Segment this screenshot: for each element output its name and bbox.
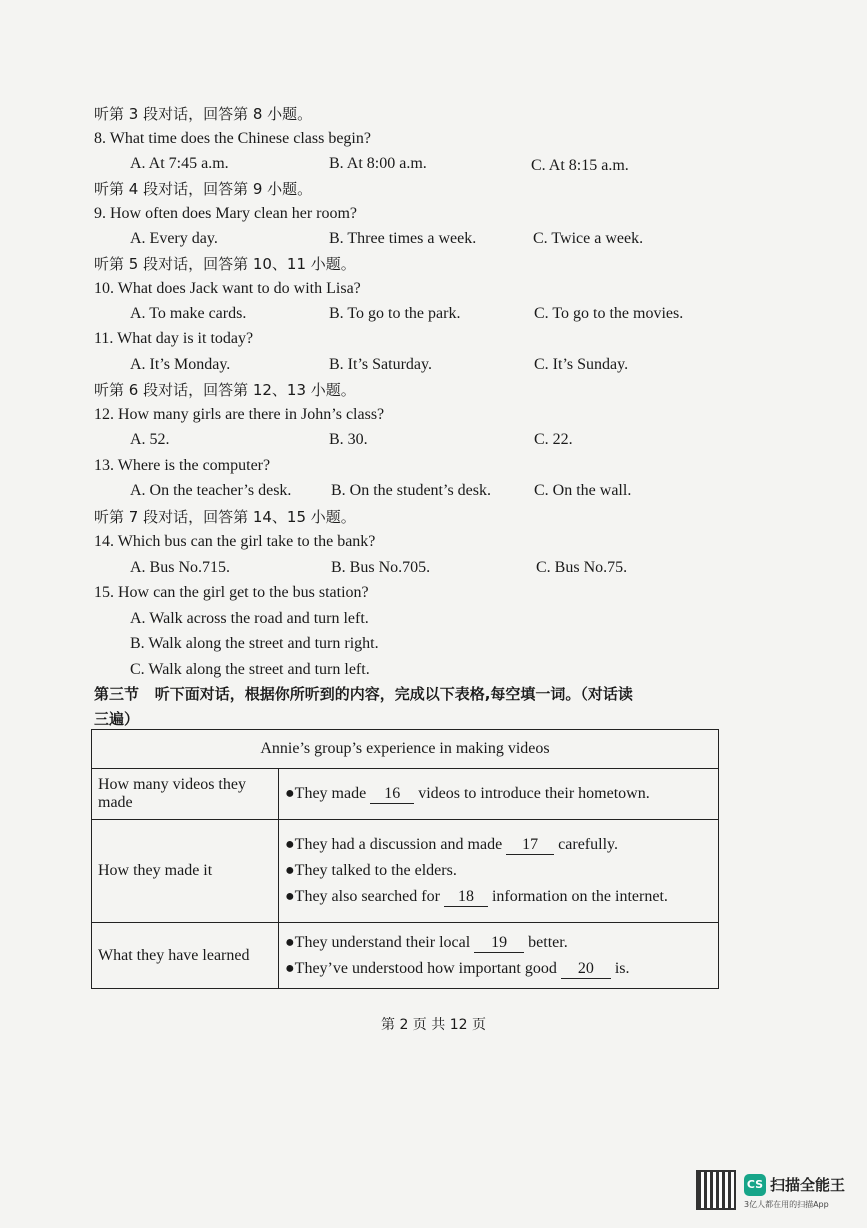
option-15a: A. Walk across the road and turn left. (130, 610, 369, 627)
option-11a: A. It’s Monday. (130, 356, 231, 373)
option-11b: B. It’s Saturday. (329, 356, 432, 373)
part3-instruction: 听下面对话，根据你所听到的内容，完成以下表格,每空填一词。（对话读 (154, 685, 633, 703)
option-9c: C. Twice a week. (533, 230, 644, 247)
answer-blank-20[interactable]: 20 (561, 960, 611, 979)
option-8b: B. At 8:00 a.m. (329, 155, 427, 172)
option-15b: B. Walk along the street and turn right. (130, 635, 379, 652)
option-13b: B. On the student’s desk. (331, 482, 491, 499)
option-8a: A. At 7:45 a.m. (130, 155, 229, 172)
option-10c: C. To go to the movies. (534, 305, 684, 322)
row-label: How many videos they made (92, 769, 279, 820)
option-14b: B. Bus No.705. (331, 559, 431, 576)
option-13a: A. On the teacher’s desk. (130, 482, 292, 499)
row-content (279, 769, 719, 820)
brand-name: 扫描全能王 (770, 1176, 846, 1194)
part3-heading: 第三节 听下面对话，根据你所听到的内容，完成以下表格,每空填一词。（对话读 (94, 685, 633, 703)
question-14: 14. Which bus can the girl take to the bank? (94, 533, 376, 550)
bullet-line: ●They talked to the elders. (285, 862, 457, 879)
row-content (279, 923, 719, 989)
section-instruction: 听第 7 段对话，回答第 14、15 小题。 (94, 508, 356, 526)
scanner-watermark (696, 1170, 856, 1214)
table-row (92, 923, 719, 989)
table-caption: Annie’s group’s experience in making videos (92, 730, 719, 769)
camscanner-logo-icon: CS (744, 1174, 766, 1196)
answer-blank-18[interactable]: 18 (444, 888, 488, 907)
question-11: 11. What day is it today? (94, 330, 254, 347)
section-instruction: 听第 3 段对话，回答第 8 小题。 (94, 105, 313, 123)
option-10b: B. To go to the park. (329, 305, 461, 322)
experience-table (91, 729, 719, 989)
option-14a: A. Bus No.715. (130, 559, 231, 576)
answer-blank-16[interactable]: 16 (370, 785, 414, 804)
question-10: 10. What does Jack want to do with Lisa? (94, 280, 361, 297)
table-row (92, 769, 719, 820)
part3-instruction-cont: 三遍） (94, 710, 140, 728)
bullet-line: ●They made 16 videos to introduce their hometown. (285, 785, 650, 802)
option-12b: B. 30. (329, 431, 368, 448)
section-instruction: 听第 4 段对话，回答第 9 小题。 (94, 180, 313, 198)
answer-blank-17[interactable]: 17 (506, 836, 554, 855)
table-caption-row (92, 730, 719, 769)
question-15: 15. How can the girl get to the bus station? (94, 584, 369, 601)
section-instruction: 听第 5 段对话，回答第 10、11 小题。 (94, 255, 356, 273)
row-content (279, 820, 719, 923)
table-row (92, 820, 719, 923)
option-14c: C. Bus No.75. (536, 559, 628, 576)
question-13: 13. Where is the computer? (94, 457, 271, 474)
page-footer: 第 2 页 共 12 页 (381, 1017, 486, 1033)
bullet-line: ●They understand their local 19 better. (285, 933, 568, 951)
answer-blank-19[interactable]: 19 (474, 934, 524, 953)
option-8c: C. At 8:15 a.m. (531, 157, 629, 174)
bullet-line: ●They’ve understood how important good 20 is. (285, 959, 630, 977)
option-12a: A. 52. (130, 431, 170, 448)
section-instruction: 听第 6 段对话，回答第 12、13 小题。 (94, 381, 356, 399)
brand-tagline: 3亿人都在用的扫描App (744, 1200, 829, 1209)
option-9b: B. Three times a week. (329, 230, 477, 247)
option-11c: C. It’s Sunday. (534, 356, 629, 373)
row-label: How they made it (92, 820, 279, 923)
option-15c: C. Walk along the street and turn left. (130, 661, 370, 678)
question-8: 8. What time does the Chinese class begin? (94, 130, 371, 147)
option-10a: A. To make cards. (130, 305, 247, 322)
qr-code-icon (696, 1170, 736, 1210)
option-9a: A. Every day. (130, 230, 218, 247)
question-12: 12. How many girls are there in John’s class? (94, 406, 385, 423)
bullet-line: ●They also searched for 18 information on the internet. (285, 888, 668, 905)
row-label: What they have learned (92, 923, 279, 989)
question-9: 9. How often does Mary clean her room? (94, 205, 358, 222)
bullet-line: ●They had a discussion and made 17 carefully. (285, 836, 618, 853)
option-13c: C. On the wall. (534, 482, 632, 499)
option-12c: C. 22. (534, 431, 573, 448)
